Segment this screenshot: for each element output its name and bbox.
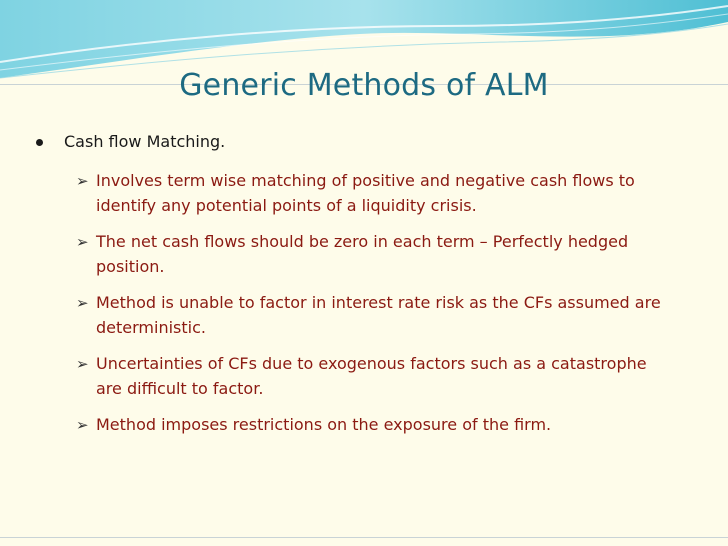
sub-bullet (30, 351, 676, 401)
sub-bullet-text: Method imposes restrictions on the exposure of the firm. (96, 415, 552, 434)
frame-line-bottom (0, 537, 728, 538)
slide-title: Generic Methods of ALM (179, 68, 549, 103)
sub-bullet (30, 168, 676, 218)
sub-bullet-list (30, 168, 710, 437)
sub-bullet (30, 412, 676, 437)
slide-content (30, 130, 710, 448)
sub-bullet (30, 290, 676, 340)
sub-bullet-text: Method is unable to factor in interest rate risk as the CFs assumed are deterministic. (96, 293, 661, 337)
bullet-dot-icon (36, 139, 43, 146)
arrow-bullet-icon: ➢ (76, 355, 89, 373)
arrow-bullet-icon: ➢ (76, 416, 89, 434)
sub-bullet-text: Uncertainties of CFs due to exogenous factors such as a catastrophe are difficult to factor. (96, 354, 647, 398)
arrow-bullet-icon: ➢ (76, 172, 89, 190)
sub-bullet-text: Involves term wise matching of positive and negative cash flows to identify any potential points of a liquidity crisis. (96, 171, 635, 215)
arrow-bullet-icon: ➢ (76, 233, 89, 251)
bullet-text: Cash flow Matching. (64, 132, 226, 151)
sub-bullet (30, 229, 676, 279)
arrow-bullet-icon: ➢ (76, 294, 89, 312)
bullet-cash-flow-matching (30, 130, 710, 154)
sub-bullet-text: The net cash flows should be zero in each term – Perfectly hedged position. (96, 232, 629, 276)
